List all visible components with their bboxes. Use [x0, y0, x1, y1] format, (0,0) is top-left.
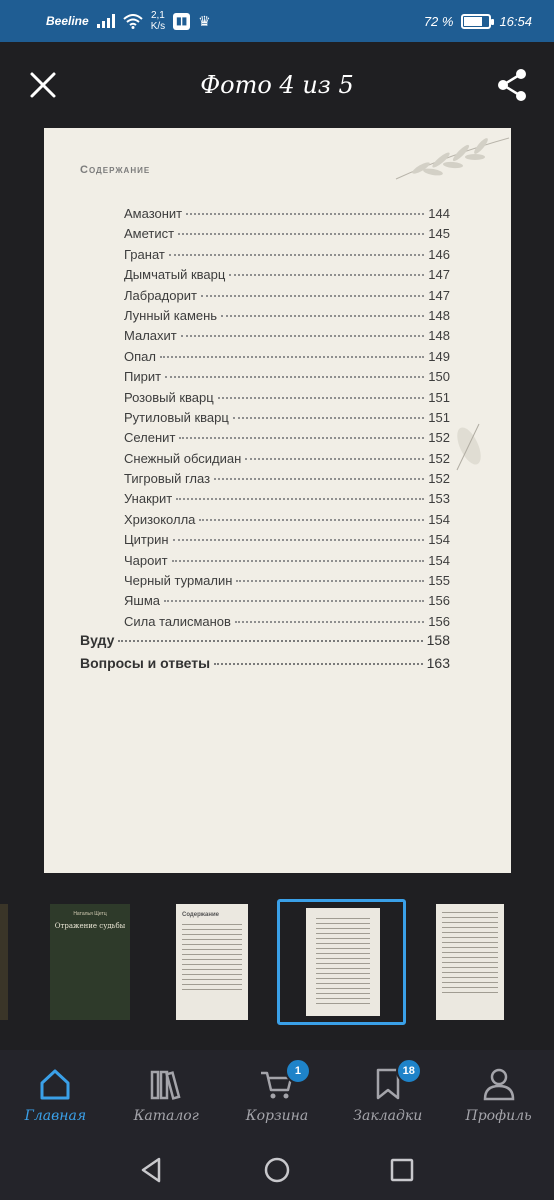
toc-entry-label: Розовый кварц: [124, 389, 214, 405]
toc-leader-dots: [201, 295, 424, 297]
toc-entry-page: 151: [428, 389, 450, 405]
photo-counter-title: Фото 4 из 5: [200, 71, 354, 99]
thumbnail-cover-author: Наталья Щетц: [73, 911, 107, 917]
toc-entry: [124, 410, 450, 430]
toc-leader-dots: [235, 621, 424, 623]
feather-decoration-icon: [449, 418, 489, 478]
network-speed: 2,1 K/s: [150, 10, 166, 32]
clock: 16:54: [499, 13, 532, 29]
toc-entry-page: 149: [428, 348, 450, 364]
toc-entry-page: 145: [428, 226, 450, 242]
leaf-decoration-icon: [391, 134, 511, 184]
toc-leader-dots: [165, 376, 424, 378]
thumbnail-1[interactable]: [0, 904, 8, 1020]
toc-entry: [124, 553, 450, 573]
thumbnail-heading: Содержание: [182, 912, 219, 918]
toc-entry: [124, 491, 450, 511]
toc-entry-page: 155: [428, 573, 450, 589]
toc-leader-dots: [164, 600, 424, 602]
catalog-icon: [148, 1066, 184, 1102]
toc-entry-label: Унакрит: [124, 491, 173, 507]
toc-entry-page: 154: [428, 552, 450, 568]
toc-major-list: [80, 632, 450, 678]
toc-entry-page: 151: [428, 409, 450, 425]
toc-entry-label: Дымчатый кварц: [124, 267, 226, 283]
toc-entry-page: 150: [428, 369, 450, 385]
toc-entry-label: Черный турмалин: [124, 573, 233, 589]
wifi-icon: [123, 14, 143, 29]
toc-leader-dots: [181, 335, 425, 337]
share-icon[interactable]: [496, 68, 528, 102]
toc-entry-label: Аметист: [124, 226, 175, 242]
battery-icon: [461, 14, 491, 29]
toc-major-page: 158: [426, 632, 450, 648]
toc-entry: [124, 532, 450, 552]
status-bar: [0, 0, 554, 42]
toc-entry-page: 147: [428, 267, 450, 283]
system-nav-bar: [0, 1140, 554, 1200]
toc-leader-dots: [169, 254, 424, 256]
toc-entry: [124, 451, 450, 471]
toc-leader-dots: [173, 539, 425, 541]
toc-entry-page: 144: [428, 206, 450, 221]
toc-entry: [124, 226, 450, 246]
toc-entry-label: Снежный обсидиан: [124, 450, 242, 466]
toc-leader-dots: [245, 458, 424, 460]
toc-entry-page: 152: [428, 450, 450, 466]
toc-entry-label: Гранат: [124, 246, 165, 262]
toc-entry-label: Амазонит: [124, 206, 183, 221]
bottom-nav: [0, 1050, 554, 1140]
toc-leader-dots: [214, 663, 423, 665]
thumbnail-4[interactable]: [306, 908, 380, 1016]
toc-entry: [124, 593, 450, 613]
toc-entry-label: Опал: [124, 348, 156, 364]
toc-entry: [124, 247, 450, 267]
toc-entry-page: 152: [428, 430, 450, 446]
toc-entry-label: Лабрадорит: [124, 287, 197, 303]
nav-catalog[interactable]: Каталог: [116, 1066, 216, 1124]
toc-entry: [124, 206, 450, 226]
thumbnail-2[interactable]: [50, 904, 130, 1020]
toc-leader-dots: [221, 315, 424, 317]
signal-icon: [97, 14, 115, 28]
toc-leader-dots: [214, 478, 424, 480]
toc-leader-dots: [172, 560, 425, 562]
thumbnail-3[interactable]: [176, 904, 248, 1020]
toc-entry-label: Яшма: [124, 593, 160, 609]
nav-bookmarks[interactable]: 18 Закладки: [338, 1066, 438, 1124]
toc-entry: [124, 471, 450, 491]
toc-major-page: 163: [426, 655, 450, 671]
toc-entry: [124, 430, 450, 450]
app-notification-icon: ▮▮: [173, 13, 190, 30]
toc-entry-page: 152: [428, 471, 450, 487]
nav-profile[interactable]: Профиль: [449, 1066, 549, 1124]
toc-major-label: Вуду: [80, 632, 115, 648]
nav-home[interactable]: Главная: [5, 1066, 105, 1124]
cart-badge: 1: [285, 1058, 311, 1084]
back-icon[interactable]: [137, 1155, 167, 1185]
toc-major-entry: [80, 632, 450, 655]
thumbnail-5[interactable]: [436, 904, 504, 1020]
toc-list: [124, 206, 450, 634]
page-section-title: Содержание: [80, 164, 151, 176]
toc-leader-dots: [179, 437, 424, 439]
thumbnail-cover-title: Отражение судьбы: [54, 922, 126, 930]
toc-entry-page: 153: [428, 491, 450, 507]
toc-leader-dots: [218, 397, 425, 399]
toc-leader-dots: [199, 519, 424, 521]
toc-entry: [124, 390, 450, 410]
bookmarks-badge: 18: [396, 1058, 422, 1084]
toc-leader-dots: [229, 274, 424, 276]
toc-entry-page: 148: [428, 328, 450, 344]
recents-icon[interactable]: [387, 1155, 417, 1185]
toc-leader-dots: [160, 356, 424, 358]
toc-entry-label: Лунный камень: [124, 307, 218, 323]
toc-entry-page: 154: [428, 532, 450, 548]
toc-entry: [124, 369, 450, 389]
toc-leader-dots: [178, 233, 424, 235]
carrier-name: Beeline: [46, 14, 89, 28]
toc-entry-page: 148: [428, 307, 450, 323]
toc-leader-dots: [176, 498, 424, 500]
battery-percent: 72 %: [423, 13, 454, 29]
toc-entry: [124, 328, 450, 348]
thumbnail-text-lines: [442, 912, 498, 997]
toc-entry: [124, 573, 450, 593]
toc-entry-label: Малахит: [124, 328, 177, 344]
toc-entry-label: Хризоколла: [124, 511, 196, 527]
toc-entry-label: Цитрин: [124, 532, 169, 548]
thumbnail-text-lines: [182, 924, 242, 994]
toc-entry-page: 154: [428, 511, 450, 527]
toc-major-label: Вопросы и ответы: [80, 655, 211, 671]
toc-entry: [124, 512, 450, 532]
toc-entry: [124, 288, 450, 308]
toc-leader-dots: [233, 417, 424, 419]
toc-entry-label: Чароит: [124, 552, 168, 568]
toc-entry-label: Пирит: [124, 369, 162, 385]
toc-leader-dots: [186, 213, 424, 215]
toc-entry-label: Тигровый глаз: [124, 471, 211, 487]
toc-entry-label: Сила талисманов: [124, 613, 231, 629]
thumbnail-strip: [0, 896, 554, 1030]
toc-leader-dots: [236, 580, 424, 582]
toc-entry-page: 156: [428, 613, 450, 629]
toc-entry: [124, 267, 450, 287]
toc-major-entry: [80, 655, 450, 678]
viewer-header: [0, 42, 554, 128]
toc-entry-page: 147: [428, 287, 450, 303]
thumbnail-text-lines: [316, 918, 370, 1008]
close-icon[interactable]: [28, 70, 58, 100]
toc-entry-page: 146: [428, 246, 450, 262]
home-circle-icon[interactable]: [262, 1155, 292, 1185]
toc-entry-page: 156: [428, 593, 450, 609]
profile-icon: [481, 1066, 517, 1102]
toc-entry-label: Рутиловый кварц: [124, 409, 229, 425]
toc-entry-label: Селенит: [124, 430, 176, 446]
toc-entry: [124, 308, 450, 328]
toc-entry: [124, 349, 450, 369]
toc-leader-dots: [118, 640, 422, 642]
page-image[interactable]: [44, 128, 511, 873]
nav-cart[interactable]: 1 Корзина: [227, 1066, 327, 1124]
home-icon: [37, 1066, 73, 1102]
crown-icon: ♛: [198, 12, 211, 29]
